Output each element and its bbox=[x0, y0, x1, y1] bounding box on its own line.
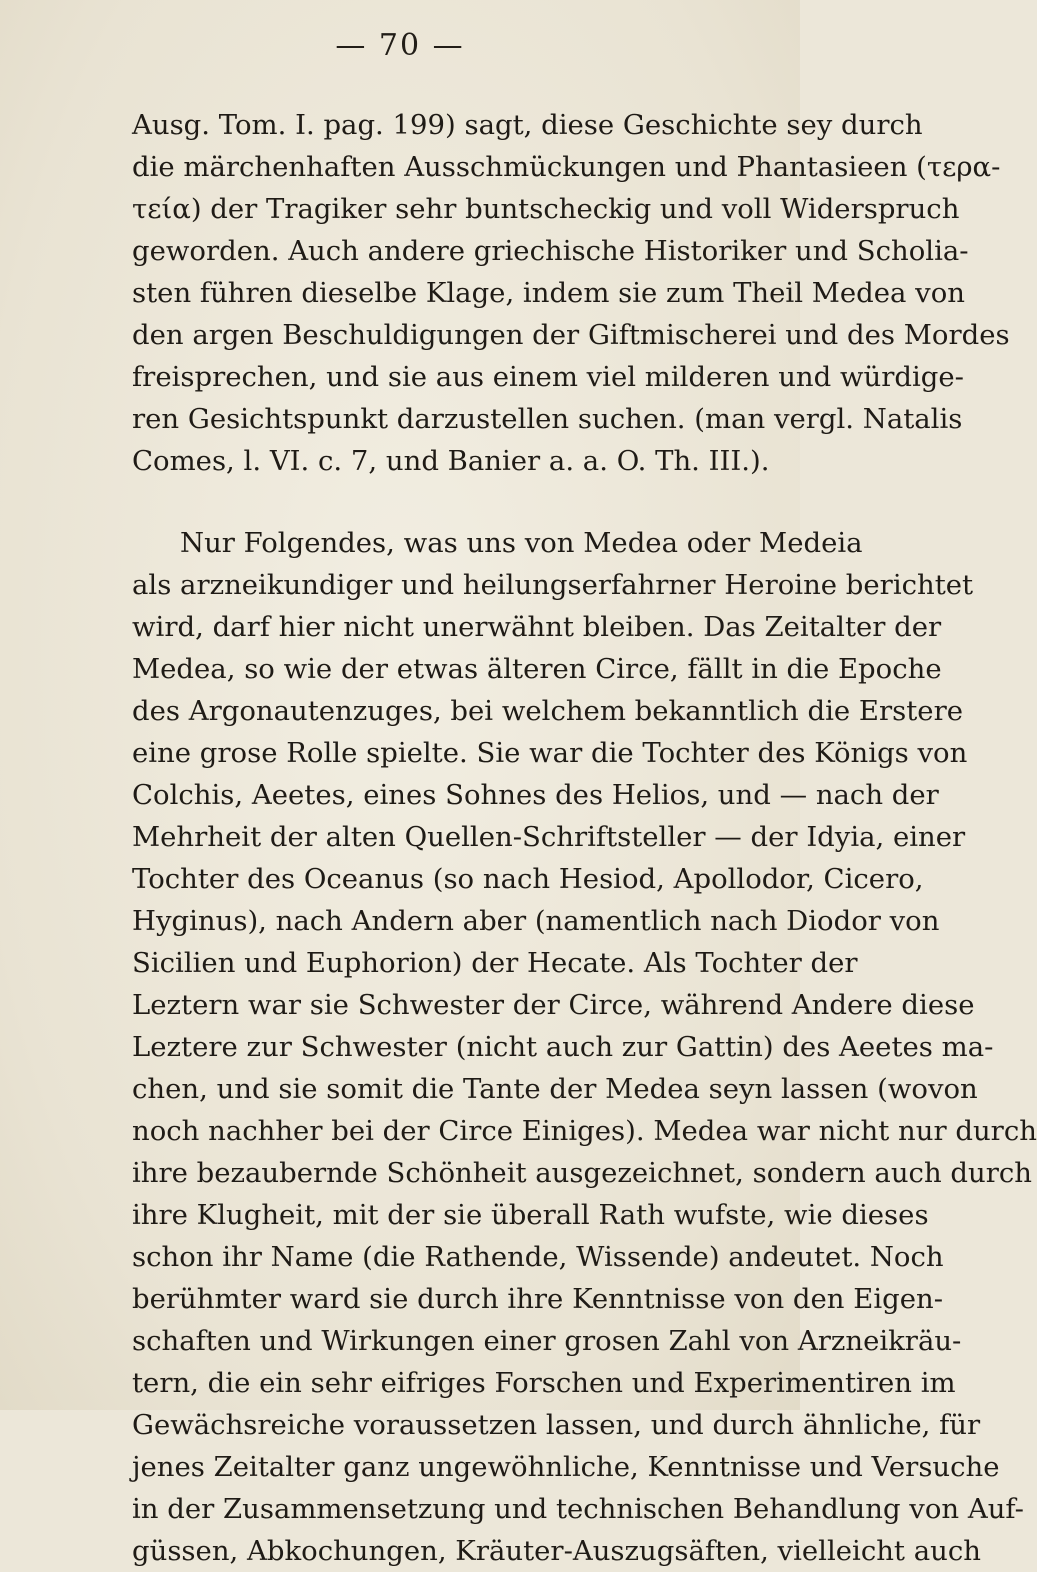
text-line: noch nachher bei der Circe Einiges). Medea war nicht nur durch bbox=[132, 1115, 1037, 1147]
text-line: Ausg. Tom. I. pag. 199) sagt, diese Geschichte sey durch bbox=[132, 109, 923, 141]
text-line: chen, und sie somit die Tante der Medea seyn lassen (wovon bbox=[132, 1073, 978, 1105]
text-line: wird, darf hier nicht unerwähnt bleiben. Das Zeitalter der bbox=[132, 611, 942, 643]
page-number-header: — 70 — bbox=[335, 28, 465, 63]
text-line: ihre bezaubernde Schönheit ausgezeichnet, sondern auch durch bbox=[132, 1157, 1032, 1189]
text-line: als arzneikundiger und heilungserfahrner Heroine berichtet bbox=[132, 569, 974, 601]
text-line: güssen, Abkochungen, Kräuter-Auszugsäften, vielleicht auch bbox=[132, 1535, 981, 1567]
text-line: Mehrheit der alten Quellen-Schriftsteller — der Idyia, einer bbox=[132, 821, 966, 853]
text-line: in der Zusammensetzung und technischen Behandlung von Auf- bbox=[132, 1493, 1024, 1525]
text-line: Nur Folgendes, was uns von Medea oder Medeia bbox=[180, 527, 863, 559]
paragraph-2 bbox=[132, 522, 1037, 1572]
text-line: ren Gesichtspunkt darzustellen suchen. (man vergl. Natalis bbox=[132, 403, 963, 435]
text-line: ihre Klugheit, mit der sie überall Rath wufste, wie dieses bbox=[132, 1199, 929, 1231]
text-line: Gewächsreiche voraussetzen lassen, und durch ähnliche, für bbox=[132, 1409, 981, 1441]
paragraph-gap bbox=[132, 482, 758, 522]
text-line: Sicilien und Euphorion) der Hecate. Als Tochter der bbox=[132, 947, 858, 979]
text-line: sten führen dieselbe Klage, indem sie zum Theil Medea von bbox=[132, 277, 965, 309]
text-line: tern, die ein sehr eifriges Forschen und Experimentiren im bbox=[132, 1367, 956, 1399]
text-line: Comes, l. VI. c. 7, und Banier a. a. O. Th. III.). bbox=[132, 445, 770, 477]
text-line: jenes Zeitalter ganz ungewöhnliche, Kenntnisse und Versuche bbox=[132, 1451, 1000, 1483]
text-line: Colchis, Aeetes, eines Sohnes des Helios, und — nach der bbox=[132, 779, 939, 811]
paragraph-1 bbox=[132, 104, 1010, 482]
text-line: τεία) der Tragiker sehr buntscheckig und voll Widerspruch bbox=[132, 193, 960, 225]
text-line: die märchenhaften Ausschmückungen und Phantasieen (τερα- bbox=[132, 151, 1001, 183]
text-line: eine grose Rolle spielte. Sie war die Tochter des Königs von bbox=[132, 737, 968, 769]
text-line: Medea, so wie der etwas älteren Circe, fällt in die Epoche bbox=[132, 653, 942, 685]
text-line: Leztern war sie Schwester der Circe, während Andere diese bbox=[132, 989, 975, 1021]
text-line: des Argonautenzuges, bei welchem bekanntlich die Erstere bbox=[132, 695, 964, 727]
text-line: den argen Beschuldigungen der Giftmischerei und des Mordes bbox=[132, 319, 1010, 351]
text-line: freisprechen, und sie aus einem viel milderen und würdige- bbox=[132, 361, 964, 393]
text-line: berühmter ward sie durch ihre Kenntnisse von den Eigen- bbox=[132, 1283, 943, 1315]
text-line: Leztere zur Schwester (nicht auch zur Gattin) des Aeetes ma- bbox=[132, 1031, 994, 1063]
text-line: schon ihr Name (die Rathende, Wissende) andeutet. Noch bbox=[132, 1241, 944, 1273]
page-body bbox=[132, 104, 1037, 1572]
text-line: schaften und Wirkungen einer grosen Zahl von Arzneikräu- bbox=[132, 1325, 962, 1357]
text-line: Hyginus), nach Andern aber (namentlich nach Diodor von bbox=[132, 905, 940, 937]
text-line: geworden. Auch andere griechische Historiker und Scholia- bbox=[132, 235, 969, 267]
text-line: Tochter des Oceanus (so nach Hesiod, Apollodor, Cicero, bbox=[132, 863, 924, 895]
